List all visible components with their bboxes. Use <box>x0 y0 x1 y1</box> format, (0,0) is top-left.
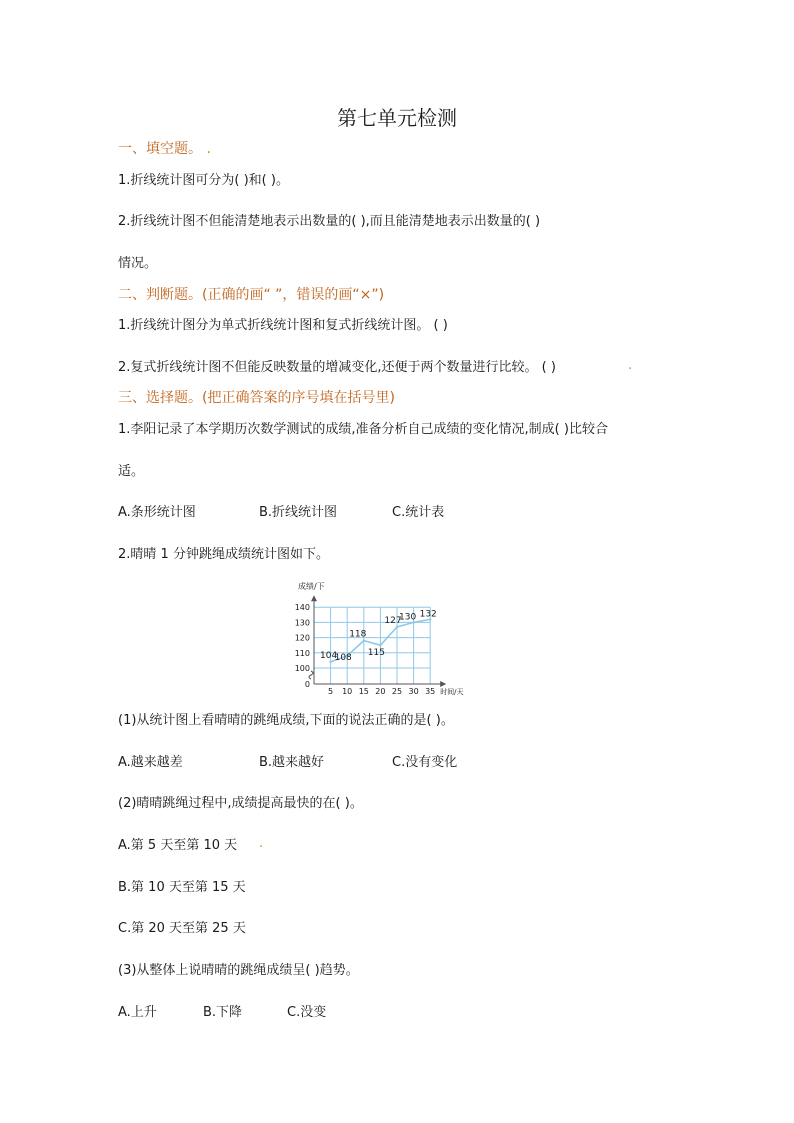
section-judge-heading: 二、判断题。(正确的画“ ”，错误的画“×”) <box>118 287 385 303</box>
y-axis-arrow <box>311 595 317 601</box>
x-tick-label: 15 <box>358 687 369 696</box>
judge-question-2-text: 2.复式折线统计图不但能反映数量的增减变化,还便于两个数量进行比较。 ( ) <box>118 360 556 375</box>
choice-question-2: 2.晴晴 1 分钟跳绳成绩统计图如下。 <box>118 547 329 562</box>
y-tick-label: 130 <box>294 618 310 628</box>
choice-question-1-continued: 适。 <box>118 464 145 479</box>
y-axis-title: 成绩/下 <box>298 582 325 592</box>
jump-rope-line-chart <box>288 572 488 700</box>
data-label: 118 <box>349 629 367 640</box>
judge-question-2-mark: . <box>628 358 633 373</box>
section-fill-heading <box>118 141 211 158</box>
data-point <box>379 644 381 646</box>
data-label: 104 <box>320 650 338 661</box>
sub1-option-c: C.没有变化 <box>392 755 458 770</box>
data-label: 115 <box>367 648 385 659</box>
data-label: 127 <box>384 615 402 626</box>
data-label: 108 <box>334 652 352 663</box>
sub2-option-a <box>118 836 264 854</box>
fill-question-2-continued: 情况。 <box>118 256 158 271</box>
x-tick-label: 5 <box>328 687 334 696</box>
section-fill-mark: . <box>206 141 211 157</box>
sub3-option-a: A.上升 <box>118 1005 157 1020</box>
x-tick-label: 25 <box>391 687 403 696</box>
x-tick-label: 10 <box>342 687 353 696</box>
x-tick-label: 35 <box>425 687 436 696</box>
sub3-option-b: B.下降 <box>203 1005 243 1020</box>
choice1-option-b: B.折线统计图 <box>259 505 338 520</box>
sub2-option-a-text: A.第 5 天至第 10 天 <box>118 838 238 853</box>
y-tick-label: 110 <box>294 648 310 658</box>
x-axis-title: 时间/天 <box>440 688 464 696</box>
data-label: 130 <box>399 612 417 623</box>
y-tick-label: 120 <box>294 633 310 643</box>
fill-question-2: 2.折线统计图不但能清楚地表示出数量的( ),而且能清楚地表示出数量的( ) <box>118 214 541 229</box>
sub-question-3: (3)从整体上说晴晴的跳绳成绩呈( )趋势。 <box>118 963 359 978</box>
data-label: 132 <box>419 609 437 620</box>
data-point <box>329 661 331 663</box>
x-tick-label: 20 <box>375 687 386 696</box>
x-tick-label: 30 <box>408 687 419 696</box>
sub1-option-a: A.越来越差 <box>118 755 183 770</box>
section-fill-heading-text: 一、填空题。 <box>118 141 202 157</box>
y-tick-label: 140 <box>294 603 310 613</box>
section-choice-heading: 三、选择题。(把正确答案的序号填在括号里) <box>118 390 395 406</box>
page-title: 第七单元检测 <box>337 106 457 130</box>
sub-question-2: (2)晴晴跳绳过程中,成绩提高最快的在( )。 <box>118 796 363 811</box>
choice1-option-c: C.统计表 <box>392 505 445 520</box>
data-point <box>396 626 398 628</box>
sub1-option-b: B.越来越好 <box>259 755 325 770</box>
sub2-option-a-mark: . <box>259 836 264 851</box>
y-tick-label: 0 <box>304 680 310 689</box>
judge-question-1: 1.折线统计图分为单式折线统计图和复式折线统计图。 ( ) <box>118 318 448 333</box>
data-point <box>363 639 365 641</box>
choice-question-1: 1.李阳记录了本学期历次数学测试的成绩,准备分析自己成绩的变化情况,制成( )比较合 <box>118 422 608 437</box>
choice1-option-a: A.条形统计图 <box>118 505 196 520</box>
sub2-option-b: B.第 10 天至第 15 天 <box>118 880 246 895</box>
fill-question-1: 1.折线统计图可分为( )和( )。 <box>118 173 289 188</box>
y-tick-label: 100 <box>294 664 310 673</box>
sub3-option-c: C.没变 <box>287 1005 327 1020</box>
judge-question-2 <box>118 358 633 376</box>
x-axis-arrow <box>440 681 446 687</box>
sub2-option-c: C.第 20 天至第 25 天 <box>118 921 246 936</box>
sub-question-1: (1)从统计图上看晴晴的跳绳成绩,下面的说法正确的是( )。 <box>118 713 454 728</box>
